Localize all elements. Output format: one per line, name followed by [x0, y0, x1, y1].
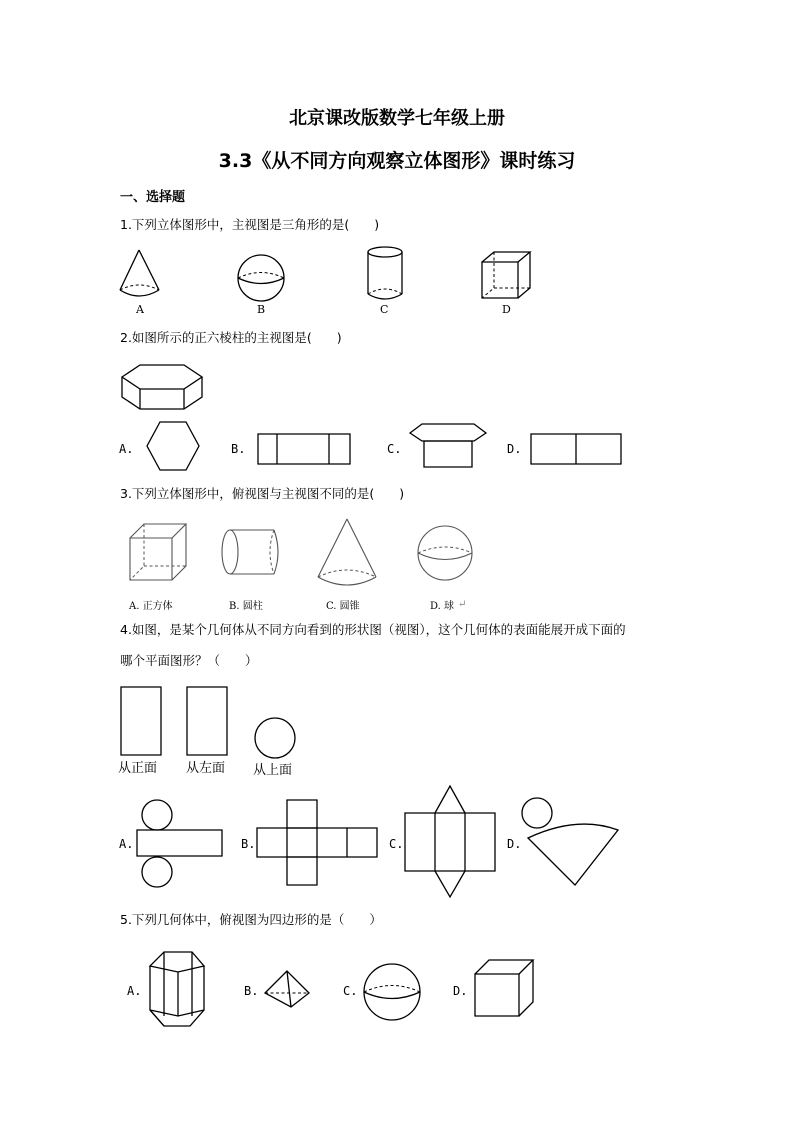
- q1-option-a-label: A: [136, 303, 144, 316]
- front-view-rectangle-icon: [120, 686, 162, 756]
- q4-option-d-label: D.: [507, 837, 522, 851]
- view-label-left: 从左面: [186, 761, 226, 776]
- q3-option-a-label: A. 正方体: [129, 601, 173, 612]
- top-view-circle-icon: [254, 717, 296, 759]
- sphere-icon: [236, 253, 286, 303]
- q2-option-b-label: B.: [231, 442, 246, 456]
- pentagonal-prism-icon: [144, 950, 206, 1030]
- q2-option-a-label: A.: [119, 442, 134, 456]
- sphere-icon: [362, 962, 422, 1022]
- sphere-icon: [416, 524, 474, 582]
- question-1-stem: 1.下列立体图形中，主视图是三角形的是( ): [120, 217, 380, 232]
- q4-option-c-label: C.: [389, 837, 404, 851]
- cube-icon: [126, 522, 188, 582]
- hexagon-view-icon: [145, 420, 201, 472]
- q5-option-c-label: C.: [343, 984, 358, 998]
- q2-option-d-label: D.: [507, 442, 522, 456]
- question-2-stem: 2.如图所示的正六棱柱的主视图是( ): [120, 330, 342, 345]
- q3-option-d-label: D. 球: [430, 601, 455, 612]
- cylinder-net-icon: [136, 799, 224, 891]
- q4-option-b-label: B.: [241, 837, 256, 851]
- cylinder-icon: [365, 246, 405, 302]
- hexagon-top-view-icon: [408, 423, 488, 469]
- left-view-rectangle-icon: [186, 686, 228, 756]
- cube-icon: [480, 250, 532, 300]
- q1-option-b-label: B: [257, 303, 266, 316]
- view-label-front: 从正面: [118, 761, 158, 776]
- q2-option-c-label: C.: [387, 442, 402, 456]
- hexagonal-prism-icon: [120, 363, 204, 411]
- document-subtitle: 3.3《从不同方向观察立体图形》课时练习: [218, 150, 576, 172]
- q4-option-a-label: A.: [119, 837, 134, 851]
- question-4-stem-line2: 哪个平面图形？（ ）: [120, 653, 258, 668]
- section-heading: 一、选择题: [120, 190, 186, 205]
- q1-option-d-label: D: [502, 303, 511, 316]
- cube-net-icon: [256, 799, 378, 887]
- document-title: 北京课改版数学七年级上册: [289, 108, 505, 129]
- three-rectangles-view-icon: [257, 433, 351, 465]
- cone-icon: [115, 248, 165, 302]
- question-5-stem: 5.下列几何体中，俯视图为四边形的是（ ）: [120, 912, 382, 927]
- triangular-prism-net-icon: [404, 785, 496, 899]
- q5-option-d-label: D.: [453, 984, 468, 998]
- q1-option-c-label: C: [380, 303, 389, 316]
- triangular-pyramid-icon: [263, 969, 311, 1011]
- cone-net-icon: [520, 797, 620, 887]
- q3-option-c-label: C. 圆锥: [326, 601, 360, 612]
- q3-option-b-label: B. 圆柱: [229, 601, 263, 612]
- question-4-stem-line1: 4.如图，是某个几何体从不同方向看到的形状图（视图），这个几何体的表面能展开成下面的: [120, 622, 626, 637]
- cylinder-icon: [220, 527, 284, 577]
- q5-option-b-label: B.: [244, 984, 259, 998]
- question-3-stem: 3.下列立体图形中，俯视图与主视图不同的是( ): [120, 486, 405, 501]
- return-mark: ↵: [458, 599, 467, 610]
- q5-option-a-label: A.: [127, 984, 142, 998]
- two-rectangles-view-icon: [530, 433, 622, 465]
- view-label-top: 从上面: [253, 763, 293, 778]
- cube-icon: [473, 958, 535, 1018]
- cone-icon: [315, 517, 379, 589]
